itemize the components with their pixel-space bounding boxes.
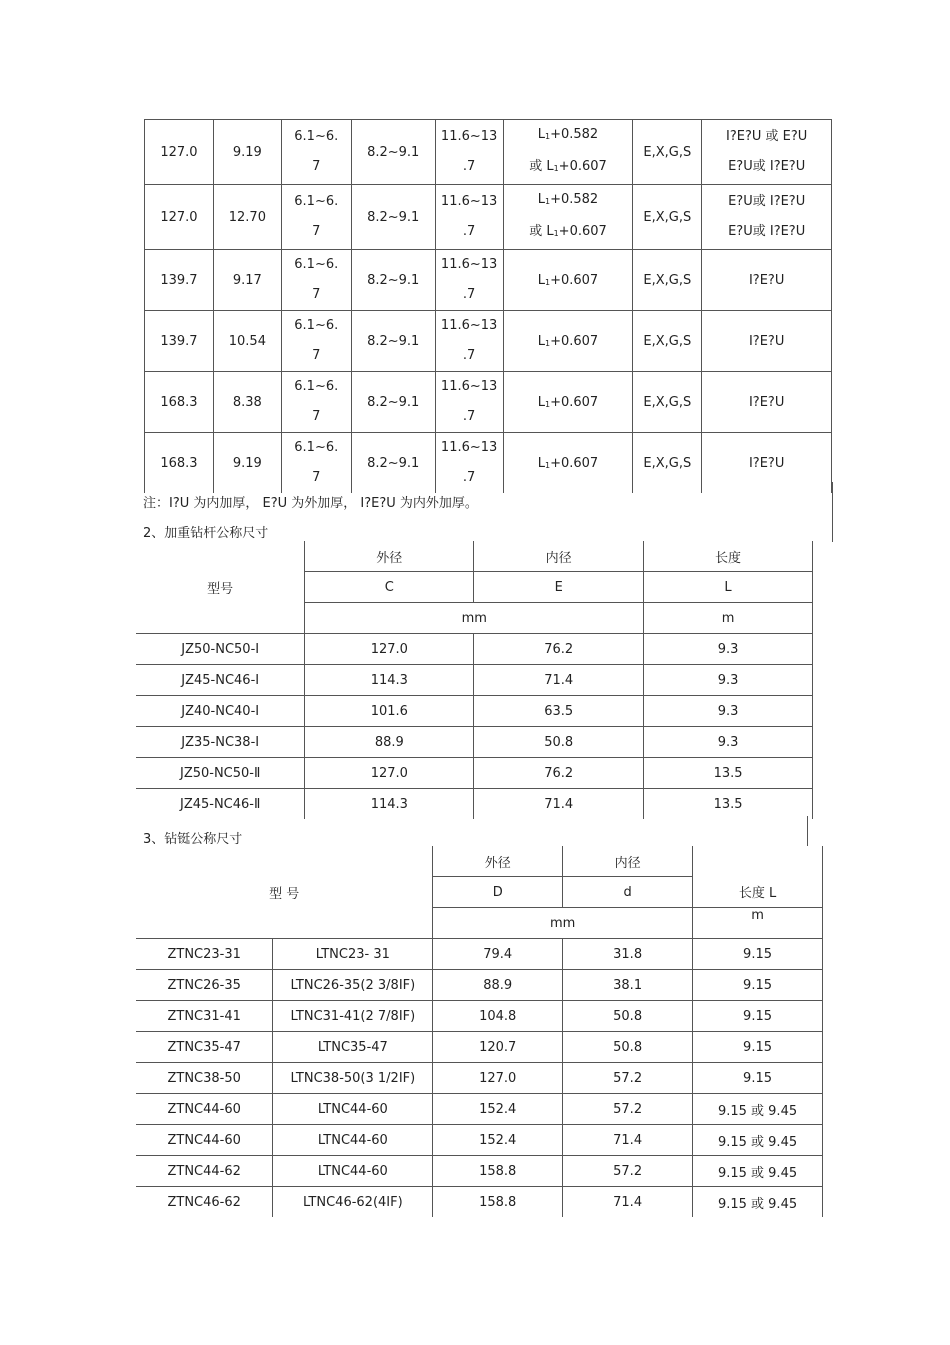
cell-upset-line2: E?U或 I?E?U — [728, 159, 806, 174]
header-length: 长度 — [644, 541, 813, 572]
formula-value: +0.607 — [550, 333, 599, 349]
cell-range-c-line2: .7 — [462, 470, 476, 485]
cell-model-lt: LTNC44-60 — [273, 1094, 433, 1125]
formula-subscript: 1 — [545, 338, 551, 348]
cell-id: 57.2 — [563, 1094, 693, 1125]
formula-text: L — [537, 333, 545, 349]
cell-upset — [702, 120, 832, 185]
formula-line1-text: L — [537, 127, 545, 142]
cell-model-lt: LTNC26-35(2 3/8IF) — [273, 970, 433, 1001]
cell-model-zt: ZTNC44-62 — [136, 1156, 273, 1187]
section2-heading: 2、加重钻杆公称尺寸 — [143, 526, 269, 541]
table-row — [136, 727, 813, 758]
cell-od: 104.8 — [433, 1001, 563, 1032]
heavy-weight-drill-pipe-table — [136, 541, 813, 819]
cell-model: JZ45-NC46-Ⅰ — [136, 665, 305, 696]
cell-length: 9.3 — [644, 665, 813, 696]
cell-id: 71.4 — [474, 665, 644, 696]
cell-id: 57.2 — [563, 1063, 693, 1094]
cell-range-a-line1: 6.1~6. — [294, 440, 339, 455]
cell-wall: 12.70 — [213, 185, 281, 250]
formula-line2-text: 或 L — [529, 159, 554, 174]
cell-range-c — [435, 250, 503, 311]
cell-length: 9.15 或 9.45 — [693, 1156, 823, 1187]
cell-range-c-line2: .7 — [462, 348, 476, 363]
formula-text: L — [537, 272, 545, 288]
cell-model-zt: ZTNC26-35 — [136, 970, 273, 1001]
header-unit-mm: mm — [305, 603, 644, 634]
formula-value: +0.607 — [550, 272, 599, 288]
cell-model-lt: LTNC44-60 — [273, 1156, 433, 1187]
cell-od: 114.3 — [305, 789, 474, 820]
cell-upset: I?E?U — [702, 433, 832, 494]
cell-od: 168.3 — [145, 433, 214, 494]
cell-range-b: 8.2~9.1 — [351, 120, 435, 185]
cell-wall: 10.54 — [213, 311, 281, 372]
cell-length-formula — [503, 185, 633, 250]
cell-od: 152.4 — [433, 1125, 563, 1156]
cell-range-a-line1: 6.1~6. — [294, 257, 339, 272]
cell-length: 9.3 — [644, 696, 813, 727]
header-id-symbol: E — [474, 572, 644, 603]
table-row — [136, 1032, 823, 1063]
cell-model: JZ40-NC40-Ⅰ — [136, 696, 305, 727]
cell-od: 101.6 — [305, 696, 474, 727]
cell-length: 9.15 或 9.45 — [693, 1125, 823, 1156]
cell-model-lt: LTNC23- 31 — [273, 939, 433, 970]
cell-length: 9.3 — [644, 727, 813, 758]
table-row — [136, 789, 813, 820]
section3-heading: 3、钻铤公称尺寸 — [143, 832, 243, 847]
formula-text: L — [537, 394, 545, 410]
cell-upset: I?E?U — [702, 311, 832, 372]
table-row — [136, 665, 813, 696]
cell-od: 139.7 — [145, 311, 214, 372]
table-row — [145, 311, 832, 372]
cell-wall: 8.38 — [213, 372, 281, 433]
cell-grade: E,X,G,S — [633, 120, 702, 185]
header-length: 长度 L — [693, 846, 823, 908]
table-row — [136, 1063, 823, 1094]
cell-range-c-line1: 11.6~13 — [440, 257, 498, 272]
cell-od: 127.0 — [305, 758, 474, 789]
cell-model: JZ45-NC46-Ⅱ — [136, 789, 305, 820]
cell-model-lt: LTNC35-47 — [273, 1032, 433, 1063]
formula-line1-value: +0.582 — [550, 127, 599, 142]
cell-length-formula — [503, 433, 633, 494]
header-id: 内径 — [474, 541, 644, 572]
header-model: 型 号 — [136, 846, 433, 939]
cell-length: 9.15 — [693, 1032, 823, 1063]
formula-line2-value: +0.607 — [558, 224, 607, 239]
header-od-symbol: C — [305, 572, 474, 603]
cell-range-c — [435, 433, 503, 494]
cell-model: JZ50-NC50-Ⅰ — [136, 634, 305, 665]
cell-model-zt: ZTNC46-62 — [136, 1187, 273, 1218]
table-row — [136, 1001, 823, 1032]
formula-line1-subscript: 1 — [545, 132, 551, 141]
cell-model-zt: ZTNC31-41 — [136, 1001, 273, 1032]
cell-id: 71.4 — [563, 1125, 693, 1156]
cell-range-a-line1: 6.1~6. — [294, 318, 339, 333]
formula-line1-subscript: 1 — [545, 197, 551, 206]
table-row — [136, 1156, 823, 1187]
formula-line2-text: 或 L — [529, 224, 554, 239]
cell-range-a — [281, 250, 351, 311]
formula-subscript: 1 — [545, 399, 551, 409]
formula-text: L — [537, 455, 545, 471]
header-length-symbol: L — [644, 572, 813, 603]
table-row — [145, 185, 832, 250]
cell-grade: E,X,G,S — [633, 185, 702, 250]
table-row — [136, 1187, 823, 1218]
cell-od: 127.0 — [305, 634, 474, 665]
cell-grade: E,X,G,S — [633, 433, 702, 494]
cell-range-c — [435, 372, 503, 433]
cell-upset-line1: E?U或 I?E?U — [728, 194, 806, 209]
formula — [504, 273, 633, 288]
cell-model: JZ35-NC38-Ⅰ — [136, 727, 305, 758]
cell-od: 120.7 — [433, 1032, 563, 1063]
cell-range-c-line1: 11.6~13 — [440, 379, 498, 394]
table-row — [136, 939, 823, 970]
cell-length: 9.15 — [693, 939, 823, 970]
formula-line1 — [504, 120, 633, 152]
formula-value: +0.607 — [550, 394, 599, 410]
formula-line2-subscript: 1 — [553, 229, 559, 238]
cell-range-b: 8.2~9.1 — [351, 433, 435, 494]
cell-model-zt: ZTNC44-60 — [136, 1094, 273, 1125]
cell-range-a-line2: 7 — [312, 287, 321, 302]
formula-line2 — [504, 152, 633, 184]
header-unit-m: m — [644, 603, 813, 634]
cell-od: 88.9 — [433, 970, 563, 1001]
cell-id: 76.2 — [474, 634, 644, 665]
cell-length: 9.15 — [693, 1001, 823, 1032]
cell-id: 50.8 — [474, 727, 644, 758]
cell-range-c-line2: .7 — [462, 159, 476, 174]
cell-length-formula — [503, 250, 633, 311]
cell-length: 9.3 — [644, 634, 813, 665]
header-id: 内径 — [563, 846, 693, 877]
cell-range-a-line2: 7 — [312, 409, 321, 424]
cell-upset: I?E?U — [702, 250, 832, 311]
cell-length-formula — [503, 120, 633, 185]
cell-id: 76.2 — [474, 758, 644, 789]
cell-range-c-line1: 11.6~13 — [440, 194, 498, 209]
cell-range-a — [281, 311, 351, 372]
cell-length: 9.15 — [693, 970, 823, 1001]
cell-range-b: 8.2~9.1 — [351, 250, 435, 311]
cell-upset — [702, 185, 832, 250]
formula-subscript: 1 — [545, 460, 551, 470]
table-row — [136, 970, 823, 1001]
cell-od: 127.0 — [433, 1063, 563, 1094]
cell-range-a-line2: 7 — [312, 159, 321, 174]
drill-collar-table — [136, 846, 823, 1217]
table-row — [145, 433, 832, 494]
cell-od: 158.8 — [433, 1156, 563, 1187]
cell-length-formula — [503, 372, 633, 433]
cell-length: 9.15 或 9.45 — [693, 1094, 823, 1125]
cell-model-zt: ZTNC23-31 — [136, 939, 273, 970]
cell-range-b: 8.2~9.1 — [351, 311, 435, 372]
cell-model-lt: LTNC44-60 — [273, 1125, 433, 1156]
cell-range-a-line2: 7 — [312, 224, 321, 239]
formula — [504, 395, 633, 410]
cell-model: JZ50-NC50-Ⅱ — [136, 758, 305, 789]
cell-wall: 9.17 — [213, 250, 281, 311]
cell-range-c-line1: 11.6~13 — [440, 440, 498, 455]
header-od-symbol: D — [433, 877, 563, 908]
cell-id: 71.4 — [563, 1187, 693, 1218]
cell-grade: E,X,G,S — [633, 250, 702, 311]
cell-range-c — [435, 185, 503, 250]
cell-range-c-line2: .7 — [462, 409, 476, 424]
cell-range-a-line1: 6.1~6. — [294, 194, 339, 209]
table-row — [145, 250, 832, 311]
cell-length: 9.15 或 9.45 — [693, 1187, 823, 1218]
cell-range-a — [281, 120, 351, 185]
cell-od: 79.4 — [433, 939, 563, 970]
cell-id: 31.8 — [563, 939, 693, 970]
table-row — [136, 1125, 823, 1156]
formula — [504, 334, 633, 349]
table-row — [136, 696, 813, 727]
header-od: 外径 — [305, 541, 474, 572]
cell-range-c — [435, 120, 503, 185]
table-row — [145, 120, 832, 185]
cell-range-c-line2: .7 — [462, 287, 476, 302]
table-row — [136, 1094, 823, 1125]
cell-range-a-line2: 7 — [312, 348, 321, 363]
cell-grade: E,X,G,S — [633, 372, 702, 433]
cell-model-lt: LTNC46-62(4IF) — [273, 1187, 433, 1218]
formula-line2-subscript: 1 — [553, 164, 559, 173]
table-note: 注：I?U 为内加厚， E?U 为外加厚， I?E?U 为内外加厚。 — [143, 496, 478, 511]
cell-length-formula — [503, 311, 633, 372]
cell-range-b: 8.2~9.1 — [351, 185, 435, 250]
cell-od: 127.0 — [145, 120, 214, 185]
cell-range-a-line2: 7 — [312, 470, 321, 485]
cell-id: 50.8 — [563, 1001, 693, 1032]
header-unit-m: m — [693, 908, 823, 939]
divider — [807, 816, 808, 846]
header-od: 外径 — [433, 846, 563, 877]
cell-id: 63.5 — [474, 696, 644, 727]
formula-subscript: 1 — [545, 277, 551, 287]
table-row — [136, 758, 813, 789]
cell-od: 88.9 — [305, 727, 474, 758]
cell-id: 71.4 — [474, 789, 644, 820]
cell-range-c — [435, 311, 503, 372]
cell-od: 158.8 — [433, 1187, 563, 1218]
cell-upset: I?E?U — [702, 372, 832, 433]
header-model: 型号 — [136, 541, 305, 634]
formula-line2-value: +0.607 — [558, 159, 607, 174]
header-id-symbol: d — [563, 877, 693, 908]
cell-wall: 9.19 — [213, 120, 281, 185]
cell-od: 168.3 — [145, 372, 214, 433]
cell-model-zt: ZTNC44-60 — [136, 1125, 273, 1156]
cell-wall: 9.19 — [213, 433, 281, 494]
formula-line1 — [504, 185, 633, 217]
cell-range-a-line1: 6.1~6. — [294, 379, 339, 394]
formula-value: +0.607 — [550, 455, 599, 471]
cell-length: 13.5 — [644, 789, 813, 820]
cell-range-b: 8.2~9.1 — [351, 372, 435, 433]
cell-id: 57.2 — [563, 1156, 693, 1187]
cell-upset-line2: E?U或 I?E?U — [728, 224, 806, 239]
formula — [504, 456, 633, 471]
cell-upset-line1: I?E?U 或 E?U — [726, 129, 808, 144]
cell-length: 13.5 — [644, 758, 813, 789]
cell-od: 114.3 — [305, 665, 474, 696]
cell-model-lt: LTNC38-50(3 1/2IF) — [273, 1063, 433, 1094]
cell-range-a-line1: 6.1~6. — [294, 129, 339, 144]
header-unit-mm: mm — [433, 908, 693, 939]
table-row — [136, 634, 813, 665]
cell-range-c-line1: 11.6~13 — [440, 318, 498, 333]
cell-grade: E,X,G,S — [633, 311, 702, 372]
formula-line1-value: +0.582 — [550, 192, 599, 207]
formula-line2 — [504, 217, 633, 249]
cell-model-lt: LTNC31-41(2 7/8IF) — [273, 1001, 433, 1032]
cell-range-a — [281, 185, 351, 250]
cell-length: 9.15 — [693, 1063, 823, 1094]
cell-range-a — [281, 433, 351, 494]
cell-model-zt: ZTNC35-47 — [136, 1032, 273, 1063]
cell-range-c-line1: 11.6~13 — [440, 129, 498, 144]
cell-od: 152.4 — [433, 1094, 563, 1125]
table-row — [145, 372, 832, 433]
cell-od: 127.0 — [145, 185, 214, 250]
cell-range-a — [281, 372, 351, 433]
cell-range-c-line2: .7 — [462, 224, 476, 239]
formula-line1-text: L — [537, 192, 545, 207]
cell-id: 50.8 — [563, 1032, 693, 1063]
cell-od: 139.7 — [145, 250, 214, 311]
drill-pipe-table — [144, 119, 832, 493]
divider — [832, 482, 833, 542]
cell-model-zt: ZTNC38-50 — [136, 1063, 273, 1094]
cell-id: 38.1 — [563, 970, 693, 1001]
